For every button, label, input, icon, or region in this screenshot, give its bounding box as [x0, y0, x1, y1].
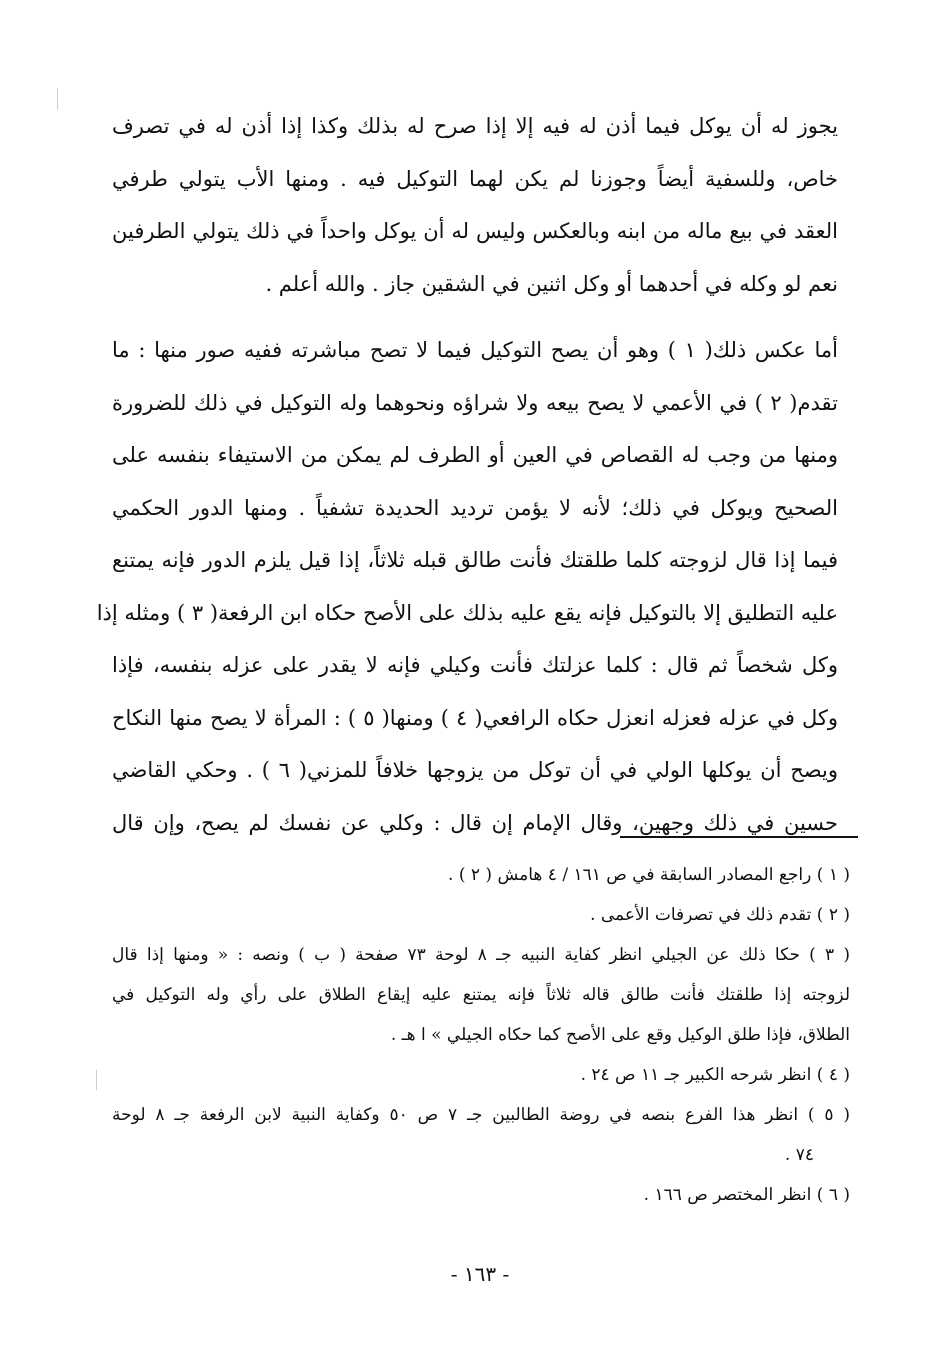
footnote-4 [112, 1055, 850, 1095]
main-text-body [96, 100, 839, 849]
text-line: وكل في عزله فعزله انعزل حكاه الرافعي( ٤ ) ومنها( ٥ ) : المرأة لا يصح منها النكاح [112, 705, 839, 730]
footnote-line: ( ٤ ) انظر شرحه الكبير جـ ١١ ص ٢٤ . [580, 1065, 850, 1085]
text-line: يجوز له أن يوكل فيما أذن له فيه إلا إذا صرح له بذلك وكذا إذا أذن له في تصرف [112, 114, 838, 138]
footnote-line: ( ٥ ) انظر هذا الفرع بنصه في روضة الطالبين جـ ٧ ص ٥٠ وكفاية النبية لابن الرفعة جـ ٨ لوحة [112, 1105, 850, 1125]
footnote-line: ٧٤ . [784, 1145, 814, 1165]
text-line: عليه التطليق إلا بالتوكيل فإنه يقع عليه بذلك على الأصح حكاه ابن الرفعة( ٣ ) ومثله إذا [96, 600, 838, 625]
footnote-separator [620, 836, 858, 838]
footnote-6 [112, 1175, 850, 1215]
text-line: حسين في ذلك وجهين، وقال الإمام إن قال : وكلي عن نفسك لم يصح، وإن قال [112, 810, 838, 835]
text-line: فيما إذا قال لزوجته كلما طلقتك فأنت طالق قبله ثلاثاً، إذا قيل يلزم الدور فإنه يمتنع [112, 548, 838, 572]
scan-margin-mark [57, 88, 58, 110]
footnote-line: لزوجته إذا طلقتك فأنت طالق قاله ثلاثاً فإنه يمتنع عليه إيقاع الطلاق على رأي وله التوكيل في [112, 985, 850, 1005]
text-line: ومنها من وجب له القصاص في العين أو الطرف لم يمكن من الاستيفاء بنفسه على [112, 443, 838, 467]
page-number: - ١٦٣ - [450, 1262, 510, 1286]
footnote-1 [112, 855, 850, 895]
text-line: تقدم( ٢ ) في الأعمي لا يصح بيعه ولا شراؤه ونحوهما وله التوكيل في ذلك للضرورة [112, 390, 838, 415]
scan-margin-mark [96, 1070, 97, 1090]
footnote-2 [112, 895, 850, 935]
footnote-line: ( ٦ ) انظر المختصر ص ١٦٦ . [643, 1185, 850, 1205]
paragraph-1 [112, 100, 838, 310]
footnote-line: ( ١ ) راجع المصادر السابقة في ص ١٦١ / ٤ هامش ( ٢ ) . [448, 865, 850, 885]
text-line: وكل شخصاً ثم قال : كلما عزلتك فأنت وكيلي فإنه لا يقدر على عزله بنفسه، فإذا [112, 653, 838, 677]
text-line: الصحيح ويوكل في ذلك؛ لأنه لا يؤمن ترديد الحديدة تشفياً . ومنها الدور الحكمي [112, 495, 838, 520]
footnote-3 [112, 935, 850, 1055]
text-line: خاص، وللسفية أيضاً وجوزنا لم يكن لهما التوكيل فيه . ومنها الأب يتولي طرفي [112, 166, 838, 191]
text-line: العقد في بيع ماله من ابنه وبالعكس وليس له أن يوكل واحداً في ذلك يتولي الطرفين [112, 219, 838, 243]
text-line: نعم لو وكله في أحدهما أو وكل اثنين في الشقين جاز . والله أعلم . [265, 271, 838, 296]
footnote-line: الطلاق، فإذا طلق الوكيل وقع على الأصح كما حكاه الجيلي » ا هـ . [390, 1025, 850, 1045]
text-line: أما عكس ذلك( ١ ) وهو أن يصح التوكيل فيما لا تصح مباشرته ففيه صور منها : ما [112, 338, 838, 362]
paragraph-2 [96, 324, 839, 849]
footnote-line: ( ٣ ) حكا ذلك عن الجيلي انظر كفاية النبيه جـ ٨ لوحة ٧٣ صفحة ( ب ) ونصه : « ومنها إذا قال [112, 945, 850, 965]
text-line: ويصح أن يوكلها الولي في أن توكل من يزوجها خلافاً للمزني( ٦ ) . وحكي القاضي [112, 758, 838, 782]
footnote-5 [112, 1095, 850, 1175]
footnote-line: ( ٢ ) تقدم ذلك في تصرفات الأعمى . [590, 905, 850, 925]
footnotes [112, 855, 850, 1215]
